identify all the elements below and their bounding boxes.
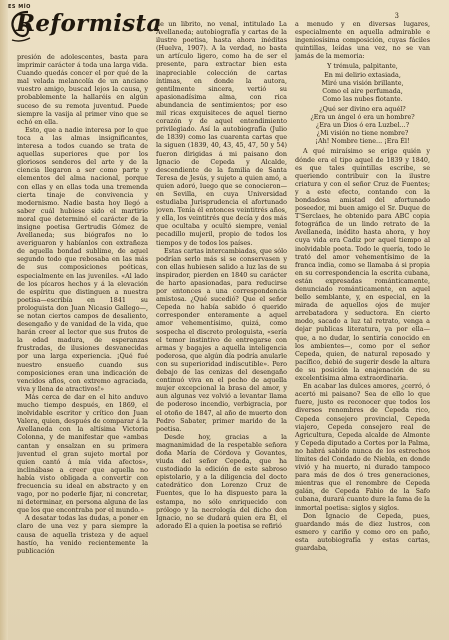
verse-line: Y trémula, palpitante, <box>327 62 398 71</box>
paragraph: presión de adolescentes, basta para imprimir carácter á toda una larga vida. Cuando quedás concer el por qué de la mal velada melancolía de un anciano vuestro amigo, buscad lejos la causa, y probablemente la hallaréis en algún suceso de su remota juventud. Puede siempre la vasija al primer vino que se echó en ella. <box>17 53 148 126</box>
page-edge <box>0 0 8 640</box>
paragraph: Más cerca de dar en el hito anduvo mucho tiempo después, en 1869, el inolvidable escritor y crítico don Juan Valera, quien, después de comparar á la Avellaneda con la altísima Victoria Colonna, y de manifestar que «ambas cantan y ensalzan en su primera juventud el gran sujeto mortal por quien cantó á mía vida afectos», inclinábase a creer que aquella no había visto obligada a convertir con frecuencia su ideal en abstracto y en vago, por no poderle fijar, ni concretar, ni determinar, en persona alguna de las que los que encontraba por el mundo.» <box>17 392 148 515</box>
paragraph: de un librito, no venal, intitulado La Avellaneda; autobiografía y cartas de la ilustre poetisa, hasta ahora inéditas (Huelva, 1907). A la verdad, no basta un artículo ligero, como ha de ser el presente, para extractar bien esta inapreciable colección de cartas íntimas, en donde la autora, gentilmente sincera, vertió su apasionadísima alma, con rica abundancia de sentimientos; por eso mil ricas exquisiteces de aquel tierno corazón y de aquel entendimiento privilegiado. Así la autobiografía (Julio de 1839) como las cuarenta cartas que la siguen (1839, 40, 43, 45, 47, 50 y 54) fueron dirigidas á mi paisano don Ignacio de Cepeda y Alcalde, descendiente de la familia de Santa Teresa de Jesús, y sujeto a quien amó, a quien adoró, luego que se conocieron—en Sevilla, en cuya Universidad estudiaba Jurisprudencia el afortunado joven. Tenía él entonces veintitrés años, y ella, los veintitrés que decía y dos más que ocultaba y ocultó siempre, venial pecadillo mujeril, propio de todos los tiempos y de todos los países. <box>156 20 287 247</box>
verse-line: ¿Era un Dios ó era Luzbel...? <box>315 121 410 130</box>
article-column-1 <box>17 53 148 637</box>
verse-line: ¿Era un ángel ó era un hombre? <box>310 113 415 122</box>
paragraph: Desde hoy, gracias a la magnanimidad de la respetable señora doña María de Córdova y Govantes, viuda del señor Cepeda, que ha custodiado la edición de este sabroso epistolario, y a la diligencia del docto catedrático don Lorenzo Cruz de Fuentes, que lo ha dispuesto para la estampa, no sólo enriquecido con prólogo y la necrología del dicho don Ignacio, no se dudará quien era Él, el adorado Él a quien la poetisa se refirió <box>156 432 287 530</box>
masthead-title: Reformista <box>16 10 162 37</box>
paragraph: Esto, que a nadie interesa por lo que toca a las almas insignificantes, interesa a todos cuando se trata de aquellas superiores que por los gloriosos senderos del arte y de la ciencia llegaron a ser como parte y elementos del alma nacional, porque con ellas y en ellas toda una tremenda cierta tinaje de convivencia y modernismo. Nadie basta hoy llegó a saber cuál hubiese sido el martirio moral que determinó el carácter de la insigne poetisa Gertrudis Gómez de Avellaneda; sus biógrafos no lo averiguaron y habíanlos con extrañeza de aquella bondad sublime, de aquel segundo todo que rebosaba en las más de sus composiciones poéticas, especialmente en las juveniles. «Al lado de los pícaros hechos y á la elevación de espíritu que distinguen a nuestra poetisa—escribía en 1841 su prologuista don Juan Nicasio Gallego—, se notan ciertos campos de desaliento, desengaño y de vanidad de la vida, que harán creer al lector que sus frutos de la edad madura, de esperanzas frustradas, de ilusiones desvanecidas por una larga experiencia. ¡Qué fué nuestro ensueño cuando sus composiciones eran una indicación de vencidos afios, con extremo agraciada, viva y llena de atractivos!» <box>17 125 148 393</box>
verse-line: ¿Mi visión no tiene nombre? <box>316 129 409 138</box>
verse-line: En mi delirio extasiada, <box>324 70 401 79</box>
paragraph: En acabar las dulces amores, ¿cerró, ó acertó mi paisano? Sea de ello lo que fuere, justo es reconocer que todos los diversos renombres de Cepeda rico, Cepeda consejero provincial, Cepeda viajero, Cepeda consejero real de Agricultura, Cepeda alcalde de Almonte y Cepeda diputado a Cortes por la Palma, no habrá sabido nunca de los estrechos límites del Condado de Niebla, en donde vivió y ha muerto, ni durado tampoco para más de dos ó tres generaciones, mientras que el renombre de Cepeda galán, de Cepeda Fabio de la Safo cubana, durará cuanto dure la fama de la inmortal poetisa: siglos y siglos. <box>295 382 430 512</box>
verse-line: Como el aire perfumada, <box>322 86 403 95</box>
article-column-2 <box>156 20 287 637</box>
article-column-3 <box>295 20 430 637</box>
paragraph: A qué miraísimo se erige quién y dónde era el tipo aquel de 1839 y 1840, es que tales quintillas escribe, se queriendo contribuir con la ilustre criatura y con el señor Cruz de Fuentes; y a este efecto, contando con la bondadosa amistad del afortunado poseedor, mi buen amigo el Sr. Duque de T'Serclaes, he obtenido para ABC copia fotográfica de un lindo retrato de la Avellaneda, inédito hasta ahora, y hoy cuya vida era Cadiz por aquel tiempo al inolvidable poeta. Todo le quería, todo le trató del amor vehementísimo de la franca india, como se llamaba á si propia en su correspondencia la escrita cubana, están expresadas románticamente, denunciado románticamente, en aquel bello semblante, y, en especial, en la mirada de aquellos ojos de mujer arrebatadora y seductora. En cierto modo, sacado a luz tal retrato, venga a dejar publicas literatura, ya por ella—que, a no dudar, lo sentiría conocido en los ambientes—, como por el señor Cepeda, quien, de natural reposado y pacífico, debió de sugerir desde la altura de su posición la enajenación de su excelentísima alma extraordinaria. <box>295 147 430 383</box>
verse-stanza-1 <box>295 62 430 102</box>
verse-line: ¡Ah! Nombre tiene... ¡Era Él! <box>315 137 410 146</box>
paragraph: Estas cartas intercambiadas, que sólo podrían serlo más si se conservasen y con ellas hubiesen salido a luz las de su inspirador, pierden en 1840 su carácter de harto apasionadas, para reducirse por entonces a una correspondencia amistosa. ¿Qué sucedió? Que el señor Cepeda no había sabido ó querido corresponder enteramente a aquel amor vehementísimo, quizá, como sospecha el discreto prologuista, «sería el temor instintivo de entregarse con armas y bagajes a aquella inteligencia poderosa, que algún día podría anularle con su superioridad indiscutible». Pero debajo de las cenizas del desengaño continuó viva en el pecho de aquella mujer excepcional la brasa del amor, y aun algunas vez volvió a levantar llama de poderoso incendio, verbigracia, por el otoño de 1847, al año de muerto don Pedro Sabater, primer marido de la poetisa. <box>156 246 287 433</box>
masthead <box>8 4 162 50</box>
verse-line: Miré una visión brillante, <box>321 78 404 87</box>
paragraph: Don Ignacio de Cepeda, pues, guardando más de diez lustros, con esmero y cariño y como oro en paño, esta autobiografía y estas cartas, guardaba, <box>295 511 430 552</box>
verse-line: ¿Qué ser divino era aquél? <box>319 104 406 113</box>
masthead-tagline: ES MÍO <box>8 4 31 10</box>
paragraph: a menudo y en diversas lugares, especialmente en aquella admirable e ingeniosísima composición, cuyas fáciles quintillas, leídas una vez, no se van jamás de la memoria: <box>295 20 430 61</box>
page-number: 3 <box>394 12 399 20</box>
verse-line: Como las nubes flotante. <box>322 94 403 103</box>
verse-stanza-2 <box>295 105 430 145</box>
paragraph: A desatar todas las dudas, a poner en claro de una vez y para siempre la causa de aquella tristeza y de aquel hastío, ha venido recientemente la publicación <box>17 514 148 555</box>
